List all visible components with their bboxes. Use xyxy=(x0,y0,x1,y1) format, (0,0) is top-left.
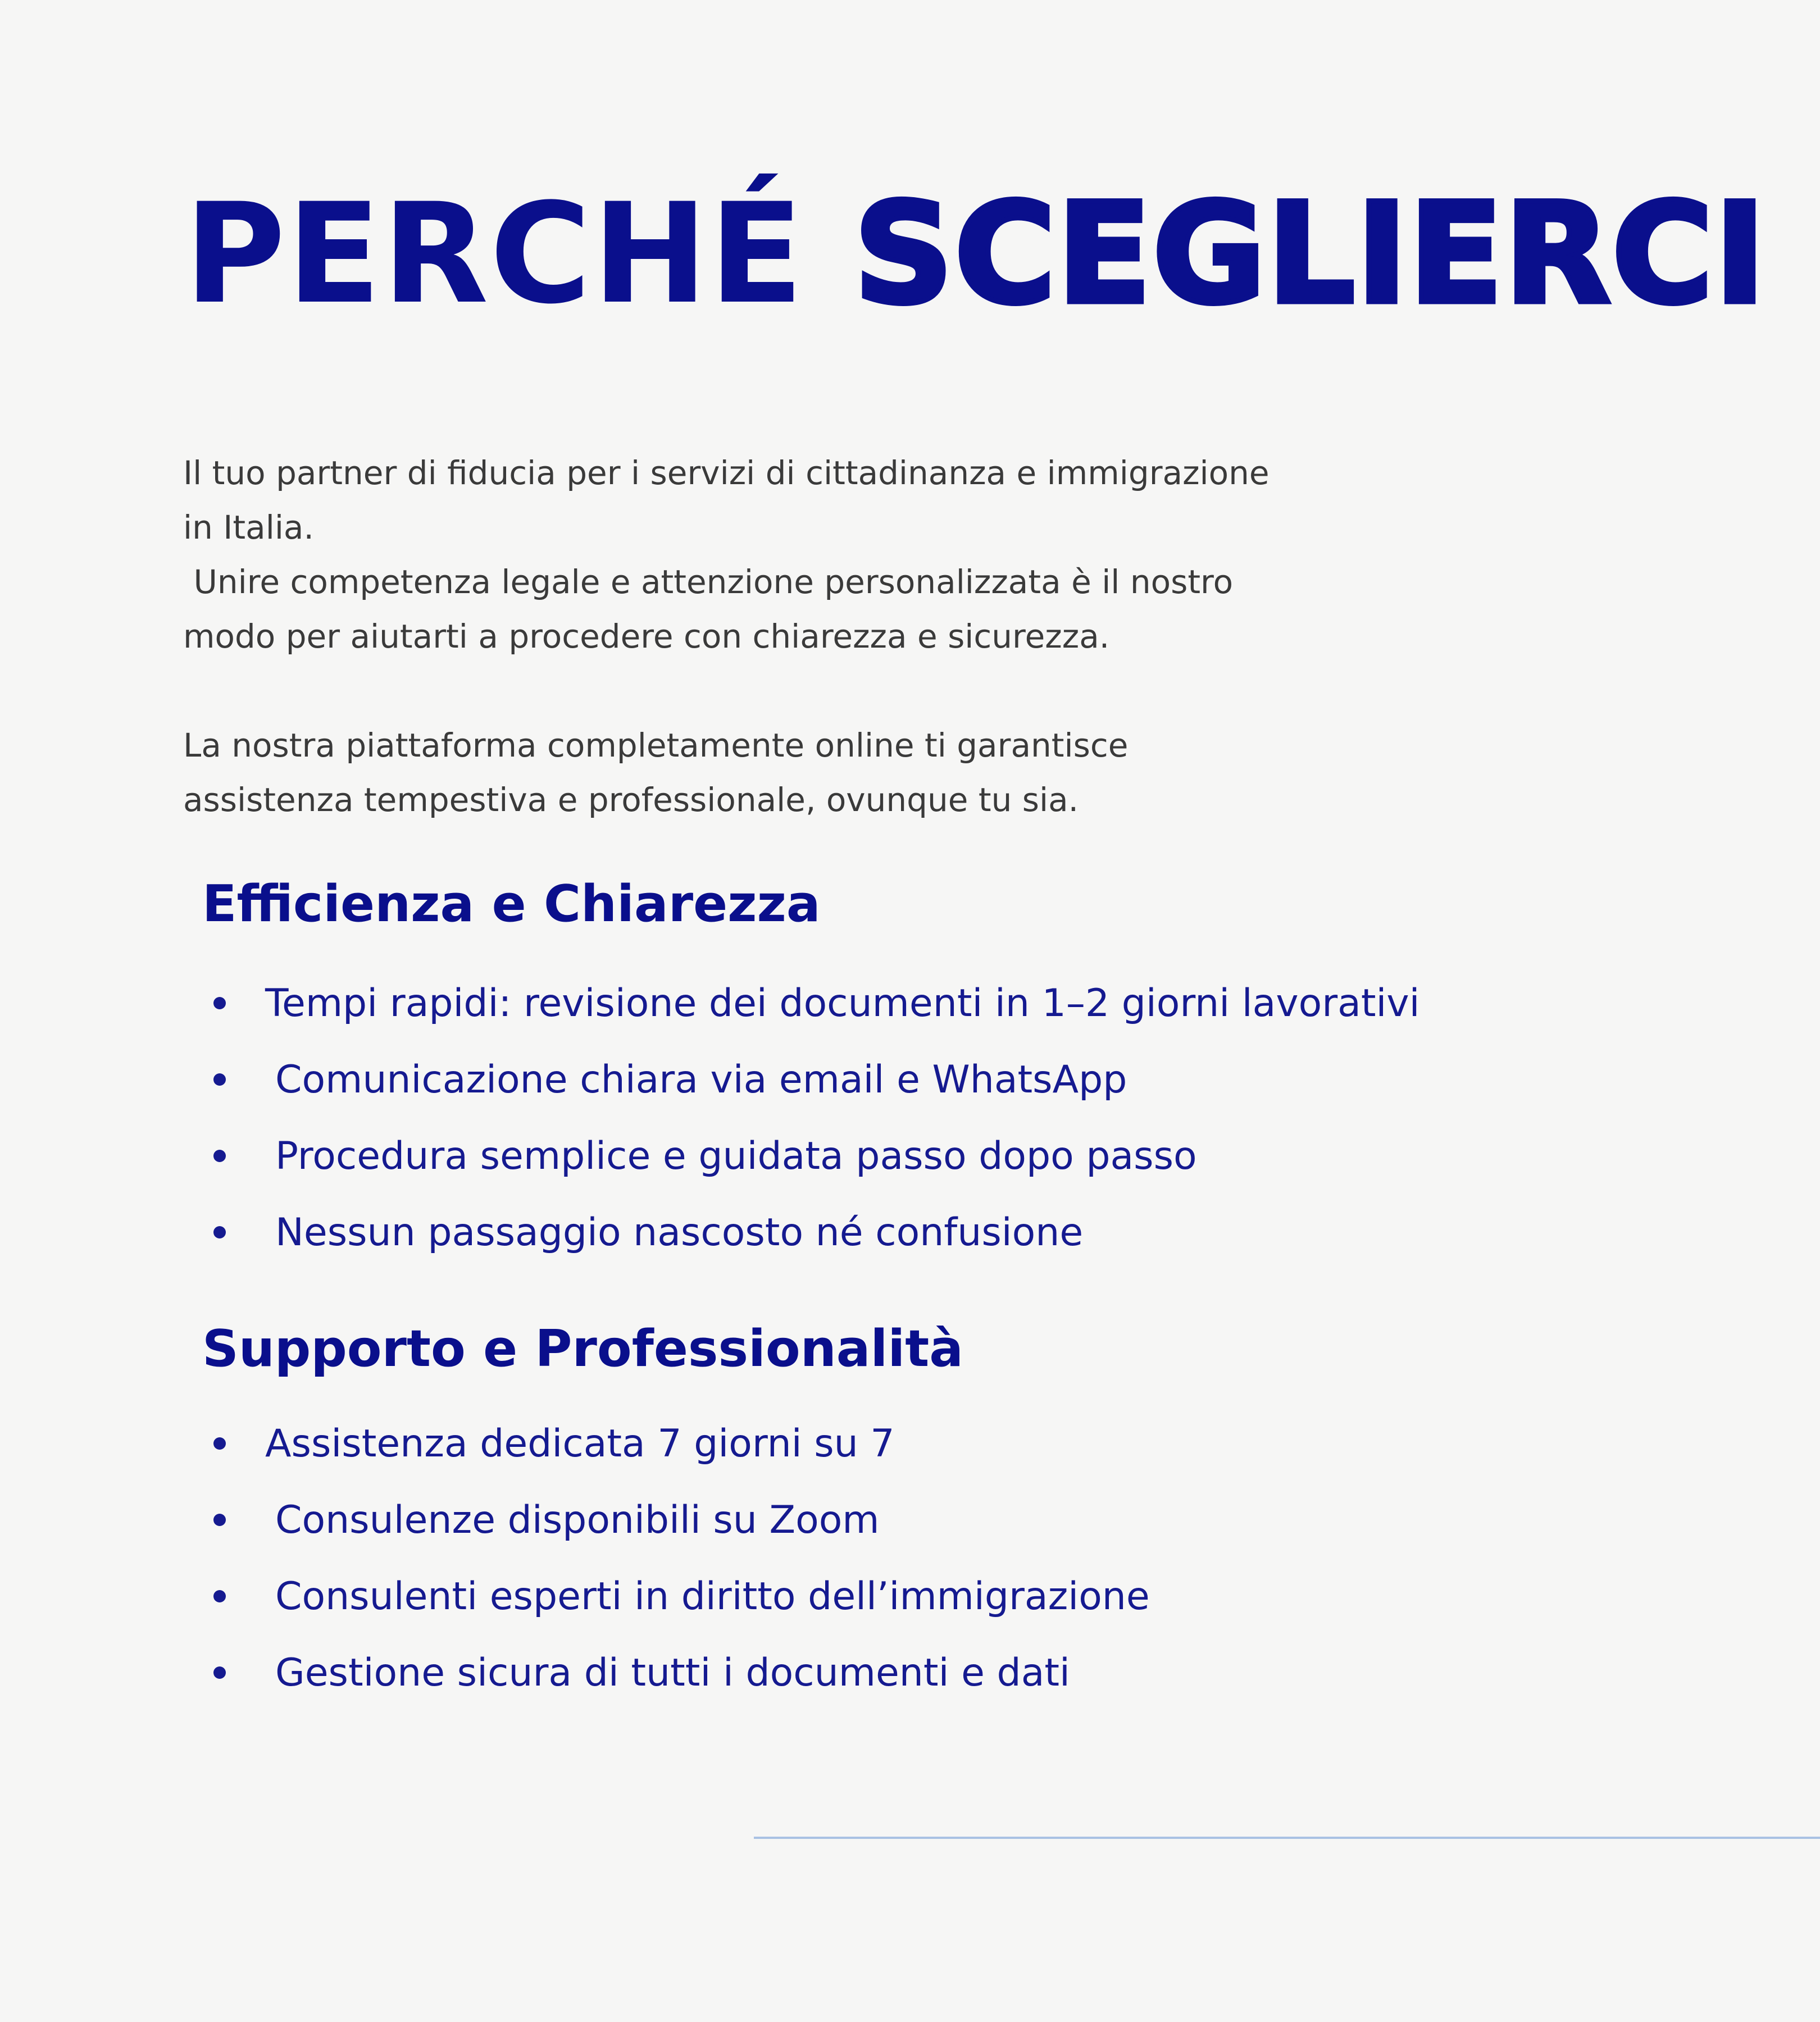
paragraph-gap xyxy=(183,664,1419,718)
list-item xyxy=(213,1634,1150,1711)
intro-line: modo per aiutarti a procedere con chiarezza e sicurezza. xyxy=(183,617,1110,655)
list-item-text: Assistenza dedicata 7 giorni su 7 xyxy=(265,1421,895,1466)
page-title xyxy=(184,174,1767,335)
list-item xyxy=(213,1041,1420,1118)
intro-text xyxy=(183,446,1419,827)
list-item-text: Comunicazione chiara via email e WhatsApp xyxy=(275,1057,1127,1102)
bullet-list-supporto xyxy=(213,1405,1150,1711)
bullet-icon xyxy=(213,1590,226,1602)
bullet-icon xyxy=(213,1514,226,1526)
bullet-icon xyxy=(213,997,226,1009)
title-part-2: SCEGLIERCI xyxy=(853,174,1767,335)
divider-line xyxy=(754,1837,1820,1839)
list-item xyxy=(213,1118,1420,1194)
list-item xyxy=(213,1405,1150,1482)
list-item-text: Consulenze disponibili su Zoom xyxy=(275,1497,880,1542)
list-item xyxy=(213,1558,1150,1634)
list-item-text: Nessun passaggio nascosto né confusione xyxy=(275,1210,1084,1255)
list-item xyxy=(213,1482,1150,1558)
bullet-icon xyxy=(213,1666,226,1679)
intro-line: assistenza tempestiva e professionale, ovunque tu sia. xyxy=(183,781,1079,819)
list-item-text: Tempi rapidi: revisione dei documenti in 1–2 giorni lavorativi xyxy=(265,981,1420,1026)
bullet-icon xyxy=(213,1150,226,1162)
intro-line: Unire competenza legale e attenzione personalizzata è il nostro xyxy=(183,563,1234,601)
intro-line: Il tuo partner di fiducia per i servizi di cittadinanza e immigrazione xyxy=(183,454,1270,492)
title-part-1: PERCHÉ xyxy=(184,174,805,335)
intro-line: in Italia. xyxy=(183,508,314,547)
bullet-icon xyxy=(213,1226,226,1238)
bullet-icon xyxy=(213,1073,226,1086)
section-heading-efficienza: Efficienza e Chiarezza xyxy=(202,875,821,933)
list-item-text: Consulenti esperti in diritto dell’immigrazione xyxy=(275,1574,1150,1619)
list-item-text: Gestione sicura di tutti i documenti e dati xyxy=(275,1650,1070,1695)
list-item-text: Procedura semplice e guidata passo dopo passo xyxy=(275,1133,1197,1178)
section-heading-supporto: Supporto e Professionalità xyxy=(202,1319,963,1378)
bullet-icon xyxy=(213,1437,226,1450)
intro-line: La nostra piattaforma completamente online ti garantisce xyxy=(183,726,1129,764)
bullet-list-efficienza xyxy=(213,965,1420,1270)
list-item xyxy=(213,1194,1420,1270)
list-item xyxy=(213,965,1420,1041)
